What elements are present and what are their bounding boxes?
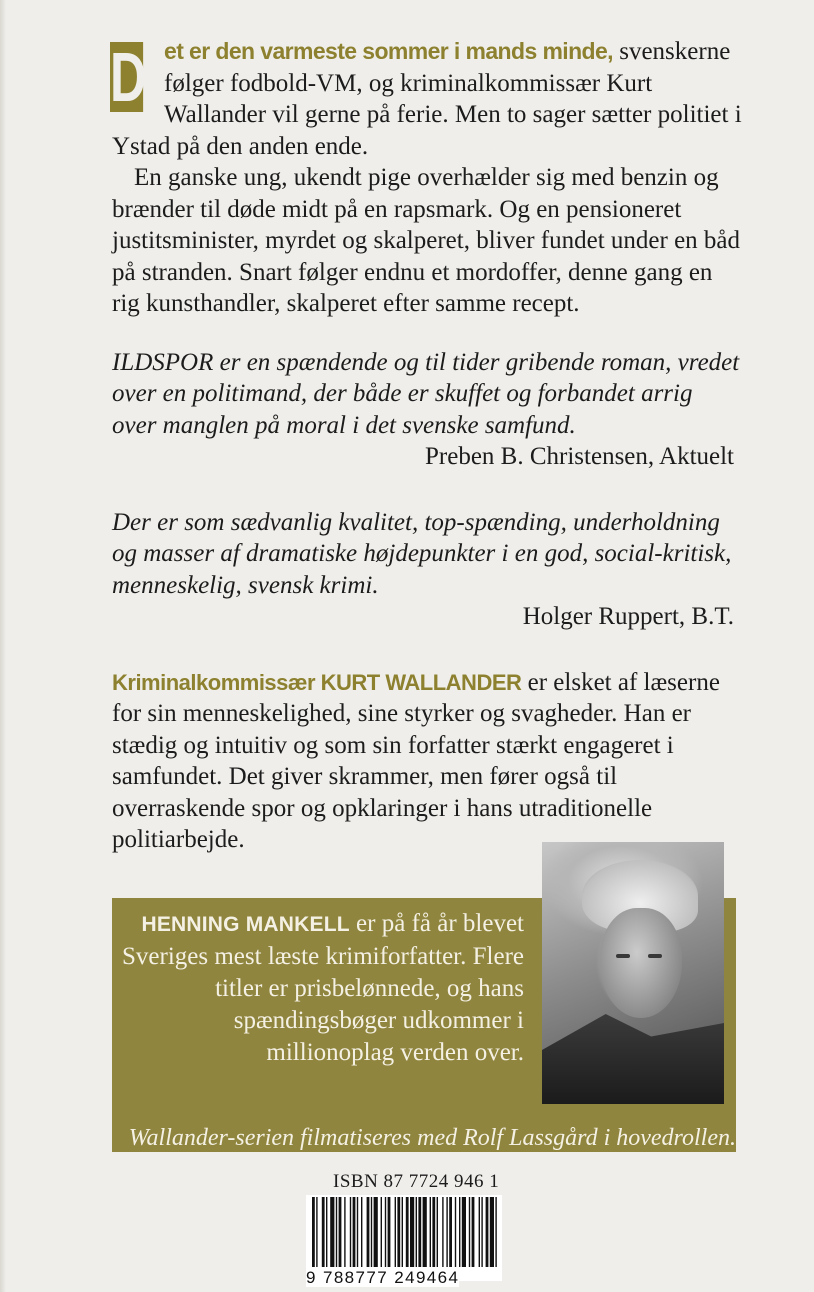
barcode-bar [423,1197,427,1267]
barcode-bar [446,1197,447,1267]
barcode-bar [402,1197,403,1267]
barcode-bar [388,1197,391,1267]
barcode-bar [397,1197,400,1267]
drop-cap: D [110,38,147,116]
barcode-bar [344,1197,345,1267]
barcode-bar [430,1197,431,1267]
intro-text: svenskerne følger fodbold-VM, og kriminalkommissær Kurt Wallander vil gerne på ferie. Men to sager sætter politiet i Ystad på den anden ende. [112,38,742,160]
barcode-bar [495,1197,496,1267]
barcode-bar [490,1197,494,1267]
author-bio-text: er på få år blevet Sveriges mest læste krimiforfatter. Flere titler er prisbelønnede, og hans spændingsbøger udkommer i millionoplag verden over. [122,910,524,1066]
barcode-bar [336,1197,337,1267]
barcode-bar [486,1197,489,1267]
author-photo [542,842,724,1104]
barcode-bar [437,1197,438,1267]
page-edge [0,0,6,1292]
barcode-bar [339,1197,342,1267]
barcode-bar [462,1197,466,1267]
intro-lead: et er den varmeste sommer i mands minde, [164,38,613,64]
barcode-bar [330,1197,334,1267]
barcode-bar [312,1197,315,1267]
barcode-bar [449,1197,452,1267]
barcode-bar [381,1197,382,1267]
barcode-bar [353,1197,356,1267]
barcode-bar [410,1197,414,1267]
barcode-digits: 9 788777 249464 [306,1268,460,1287]
barcode-bar [367,1197,370,1267]
intro-paragraph [112,36,742,162]
barcode-bar [469,1197,470,1267]
barcode-bar [385,1197,386,1267]
barcode-bar [418,1197,421,1267]
author-bio [112,908,524,1069]
wallander-lead: Kriminalkommissær KURT WALLANDER [112,669,522,695]
review-source-1: Preben B. Christensen, Aktuelt [425,443,734,470]
barcode-bar [432,1197,435,1267]
barcode-bar [322,1197,325,1267]
barcode-bar [416,1197,417,1267]
isbn-label: ISBN 87 7724 946 1 [333,1171,500,1192]
barcode-bar [479,1197,480,1267]
review-quote-1: ILDSPOR er en spændende og til tider gribende roman, vredet over en politimand, der både er skuffet og forbandet arrig over manglen på moral i det svenske samfund. [112,348,740,439]
barcode-bar [357,1197,358,1267]
review-quote-2: Der er som sædvanlig kvalitet, top-spænding, underholdning og masser af dramatiske højdepunkter i en god, social-kritisk, menneskelig, svensk krimi. [112,508,732,599]
barcode-bar [361,1197,362,1267]
plot-paragraph: En ganske ung, ukendt pige overhælder sig med benzin og brænder til døde midt på en rapsmark. Og en pensioneret justitsminister, myrdet og skalperet, bliver fundet under en båd på stranden. Snart følger endnu et mordoffer, denne gang en rig kunsthandler, skalperet efter samme recept. [112,164,741,317]
barcode-bar [350,1197,351,1267]
barcode-bar [316,1197,317,1267]
back-cover-blurb [112,36,742,856]
barcode-bar [374,1197,378,1267]
wallander-text: er elsket af læserne for sin menneskelighed, sine styrker og svagheder. Han er stædig og intuitiv og som sin forfatter stærkt engageret i samfundet. Det giver skrammer, men fører også til overraskende spor og opklaringer i hans utraditionelle politiarbejde. [112,668,720,853]
series-note: Wallander-serien filmatiseres med Rolf Lassgård i hovedrollen. [128,1125,736,1151]
barcode-bar [326,1197,327,1267]
wallander-paragraph [112,667,742,856]
barcode-bar [371,1197,372,1267]
author-name: HENNING MANKELL [141,913,350,936]
barcode-bar [481,1197,482,1267]
review-source-2: Holger Ruppert, B.T. [522,603,734,630]
barcode-bar [406,1197,409,1267]
barcode-bar [442,1197,443,1267]
barcode-bar [455,1197,456,1267]
barcode-bar [395,1197,396,1267]
barcode-bar [459,1197,460,1267]
barcode-bar [472,1197,475,1267]
